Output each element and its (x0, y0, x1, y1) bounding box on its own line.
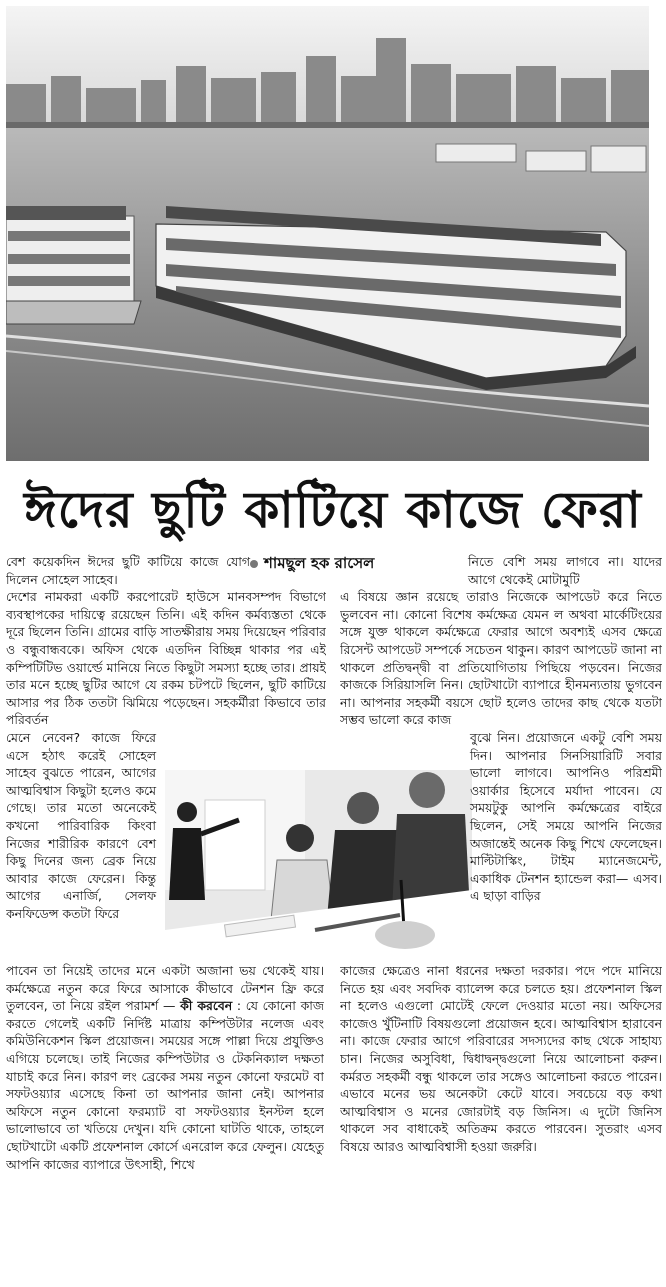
column-1-lower (6, 962, 324, 1284)
section-heading-what-to-do: কী করবেন (180, 998, 233, 1014)
article-headline: ঈদের ছুটি কাটিয়ে কাজে ফেরা (24, 481, 642, 539)
column-2-top: নিতে বেশি সময় লাগবে না। যাদের আগে থেকেই মোটামুটি (468, 554, 662, 587)
lead-photo-ferries (6, 6, 649, 461)
column-2-lower (340, 962, 662, 1284)
column-1-wrap-text: মেনে নেবেন? কাজে ফিরে এসে হঠাৎ করেই সোহেল সাহেব বুঝতে পারেন, আগের আত্মবিশ্বাস কিছুটা হলেও কমে গেছে। তার মতো অনেকেই কখনো পারিবারিক কিংবা নিজের শারীরিক কারণে বেশ কিছু দিনের জন্য ব্রেক নিয়ে আবার কাজে ফেরেন। কিন্তু আগের এনার্জি, সেলফ কনফিডেন্স কতটা ফিরে (6, 729, 156, 921)
author-name: শামছুল হক রাসেল (264, 554, 375, 572)
column-2-wrap-text: বুঝে নিন। প্রয়োজনে একটু বেশি সময় দিন। আপনার সিনসিয়ারিটি সবার ভালো লাগবে। আপনিও পরিশ্রমী ওয়ার্কার হিসেবে মর্যাদা পাবেন। যে সময়টুকু আপনি কর্মক্ষেত্রের বাইরে ছিলেন, সেই সময়ে আপনি নিজের অজান্তেই অনেক কিছু শিখে ফেলেছেন। মাল্টিটাস্কিং, টাইম ম্যানেজমেন্ট, একাধিক টেনশন হ্যান্ডেল করা— এসব। এ ছাড়া বাড়ির (470, 729, 662, 904)
column-1-lower-text: পাবেন তা নিয়েই তাদের মনে একটা অজানা ভয় থেকেই যায়। কর্মক্ষেত্রে নতুন করে ফিরে আসাকে কীভাবে টেনশন ফ্রি করে তুলবেন, তা নিয়ে রইল পরামর্শ — (6, 963, 324, 1014)
column-2-lower-text: কাজের ক্ষেত্রেও নানা ধরনের দক্ষতা দরকার। পদে পদে মানিয়ে নিতে হয় এবং সবদিক ব্যালেন্স করে চলতে হয়। প্রফেশনাল স্কিল না হলেও এগুলো মোটেই ফেলে দেওয়ার মতো নয়। অফিসের কাজেও খুঁটিনাটি বিষয়গুলো প্রয়োজন হবে। আত্মবিশ্বাস হারাবেন না। কাজে ফেরার আগে পরিবারের সদস্যদের কাছ থেকে সাহায্য চান। নিজের অসুবিধা, দ্বিধাদ্বন্দ্বগুলো নিয়ে আলোচনা করুন। কর্মরত সহকর্মী বন্ধু থাকলে তার সঙ্গেও আলোচনা করতে পারেন। এভাবে মনের ভয় অনেকটা কেটে যাবে। সবচেয়ে বড় কথা আত্মবিশ্বাস ও মনের জোরটাই বড় জিনিস। এ দুটো জিনিস থাকলে সব বাধাকেই অতিক্রম করতে পারবেন। সুতরাং এসব বিষয়ে আরও আত্মবিশ্বাসী হওয়া জরুরি। (340, 963, 662, 1154)
column-1-advice: : যে কোনো কাজ করতে গেলেই একটি নির্দিষ্ট মাত্রায় কম্পিউটার নলেজ এবং কমিউনিকেশন স্কিল প্রয়োজন। সময়ের সঙ্গে পাল্লা দিয়ে প্রযুক্তিও এগিয়ে চলেছে। তাই নিজের কম্পিউটার ও টেকনিক্যাল দক্ষতা যাচাই করে নিন। কারণ লং ব্রেকের সময় নতুন কোনো ফরমেট বা সফটওয়্যার এসেছে কিনা তা আপনার জানা নেই। আপনার অফিসে নতুন কোনো ফরম্যাট বা সফটওয়্যার ইনস্টল হলে ভালোভাবে তা খতিয়ে দেখুন। যদি কোনো ঘাটতি থাকে, তাহলে ছোটখাটো একটি প্রফেশনাল কোর্সে এনরোল করে ফেলুন। যেহেতু আপনি কাজের ব্যাপারে উৎসাহী, শিখে (6, 998, 324, 1172)
column-1-intro: বেশ কয়েকদিন ঈদের ছুটি কাটিয়ে কাজে যোগ দিলেন সোহেল সাহেব। (6, 554, 250, 587)
column-2-body: এ বিষয়ে জ্ঞান রয়েছে তারাও নিজেকে আপডেট করে নিতে ভুলবেন না। কোনো বিশেষ কর্মক্ষেত্র যেমন ল অথবা মার্কেটিংয়ের সঙ্গে যুক্ত থাকলে কর্মক্ষেত্রে ফেরার আগে অবশ্যই এসব ক্ষেত্রে রিসেন্ট আপডেট সম্পর্কে সচেতন থাকুন। কারণ আপডেট জানা না থাকলে প্রতিদ্বন্দ্বী বা প্রতিযোগিতায় পিছিয়ে পড়বেন। নিজের কাজকে সিরিয়াসলি নিন। ছোটখাটো ব্যাপারে হীনমন্যতায় ভুগবেন না। আপনার সহকর্মী বয়সে ছোট হলেও তাদের কাছ থেকে যতটা সম্ভব ভালো করে কাজ (340, 589, 662, 728)
column-2-upper (340, 553, 662, 958)
column-1-body: দেশের নামকরা একটি করপোরেট হাউসে মানবসম্পদ বিভাগে ব্যবস্থাপকের দায়িত্বে রয়েছেন তিনি। এই কদিন কর্মব্যস্ততা থেকে দূরে ছিলেন তিনি। গ্রামের বাড়ি সাতক্ষীরায় সময় দিয়েছেন পরিবার ও বন্ধুবান্ধবকে। অফিস থেকে এতদিন বিচ্ছিন্ন থাকার পর এই কম্পিটিটিভ ওয়ার্ল্ডে মানিয়ে নিতে কিছুটা সমস্যা হচ্ছে তার। প্রায়ই তার মনে হচ্ছে ছুটির আগে যে রকম চটপটে ছিলেন, ছুটি কাটিয়ে আসার পর ঠিক ততটা ঝিমিয়ে পড়েছেন। সহকর্মীরা কিভাবে তার পরিবর্তন (6, 589, 326, 728)
